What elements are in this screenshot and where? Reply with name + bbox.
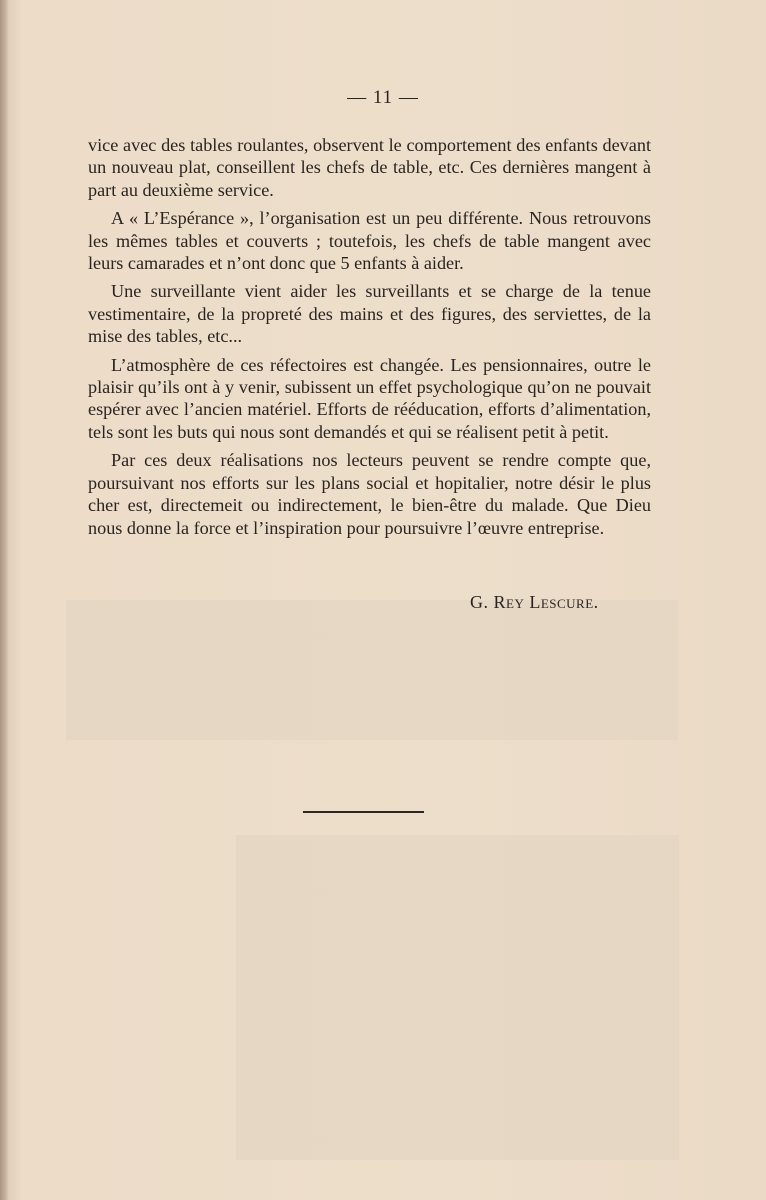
paragraph: L’atmosphère de ces réfectoires est changée. Les pensionnaires, outre le plaisir qu’ils ont à y venir, subissent un effet psychologique qu’on ne pouvait espérer avec l’ancien matériel. Efforts de rééducation, efforts d’alimentation, tels sont les buts qui nous sont demandés et qui se réalisent petit à petit.	[88, 354, 651, 442]
paragraph: Par ces deux réalisations nos lecteurs peuvent se rendre compte que, poursuivant nos efforts sur les plans social et hopitalier, notre désir le plus cher est, directemeit ou indirectement, le bien-être du malade. Que Dieu nous donne la force et l’inspiration pour poursuivre l’œuvre entreprise.	[88, 450, 651, 538]
page-number: — 11 —	[347, 87, 419, 108]
paragraph: vice avec des tables roulantes, observent le comportement des enfants devant un nouveau plat, conseillent les chefs de table, etc. Ces dernières mangent à part au deuxième service.	[88, 135, 651, 200]
signature: G. Rey Lescure.	[470, 592, 599, 612]
paper-stain	[236, 835, 679, 1160]
paper-stain	[66, 600, 678, 740]
paragraph: Une surveillante vient aider les surveillants et se charge de la tenue vestimentaire, de la propreté des mains et des figures, des serviettes, de la mise des tables, etc...	[88, 281, 651, 347]
section-divider	[303, 811, 424, 813]
paragraph: A « L’Espérance », l’organisation est un peu différente. Nous retrouvons les mêmes tables et couverts ; toutefois, les chefs de table mangent avec leurs camarades et n’ont donc que 5 enfants à aider.	[88, 208, 651, 274]
page-binding-edge	[0, 0, 8, 1200]
body-text	[88, 134, 651, 545]
